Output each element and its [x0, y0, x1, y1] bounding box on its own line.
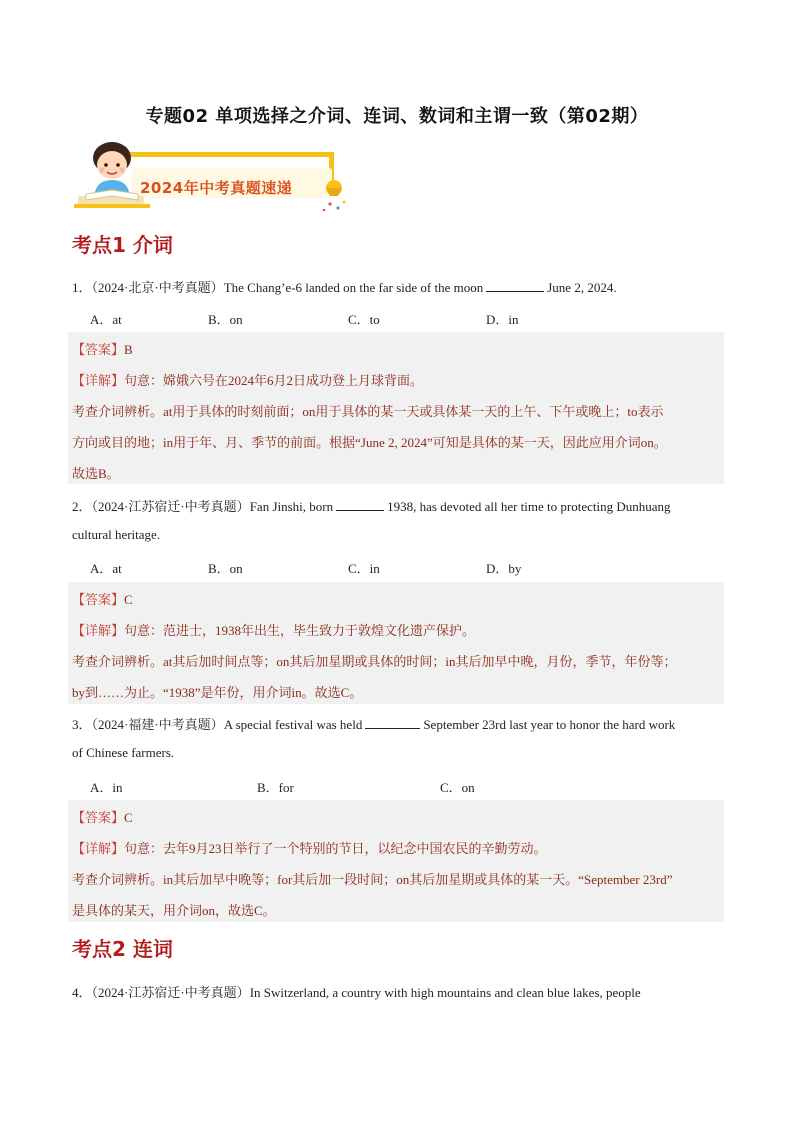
answer-blank	[486, 279, 544, 292]
section-heading-prepositions: 考点1 介词	[72, 233, 173, 257]
section-heading-conjunctions: 考点2 连词	[72, 937, 173, 961]
detail-line: 故选B。	[72, 466, 120, 481]
answer-value: B	[124, 342, 133, 357]
question-2-stem: 2．（2024·江苏宿迁·中考真题）Fan Jinshi, born 1938, has devoted all her time to protecting Dunhuang	[72, 499, 671, 514]
question-3-stem: 3．（2024·福建·中考真题）A special festival was held September 23rd last year to honor the hard work	[72, 717, 676, 732]
detail-line: 方向或目的地；in用于年、月、季节的前面。根据“June 2, 2024”可知是具体的某一天，因此应用介词on。	[72, 435, 667, 450]
question-source: （2024·北京·中考真题）	[91, 280, 224, 295]
question-source: （2024·福建·中考真题）	[91, 717, 224, 732]
detail-line: 是具体的某天，用介词on，故选C。	[72, 903, 276, 918]
question-2-option-b: B．on	[208, 561, 243, 576]
answer-blank	[365, 716, 420, 729]
banner-title: 2024年中考真题速递	[140, 179, 293, 197]
detail-line: 考查介词辨析。at其后加时间点等；on其后加星期或具体的时间；in其后加早中晚，月份，季节，年份等；	[72, 654, 677, 669]
detail-line: 【详解】句意：范进士，1938年出生，毕生致力于敦煌文化遗产保护。	[72, 623, 476, 639]
answer-value: C	[124, 592, 133, 607]
detail-line: 考查介词辨析。in其后加早中晚等；for其后加一段时间；on其后加星期或具体的某一天。“September 23rd”	[72, 872, 673, 887]
question-3-option-c: C．on	[440, 780, 475, 795]
question-1-option-d: D．in	[486, 312, 519, 327]
page-title: 专题02 单项选择之介词、连词、数词和主谓一致（第02期）	[145, 106, 649, 127]
question-2-option-a: A．at	[90, 561, 122, 576]
question-1-option-b: B．on	[208, 312, 243, 327]
answer-line: 【答案】B	[72, 342, 133, 358]
answer-blank	[336, 498, 384, 511]
question-2-option-c: C．in	[348, 561, 380, 576]
question-2-option-d: D．by	[486, 561, 522, 576]
question-1-option-c: C．to	[348, 312, 380, 327]
question-source: （2024·江苏宿迁·中考真题）	[91, 499, 250, 514]
question-number: 3．	[72, 717, 92, 732]
detail-line: 【详解】句意：去年9月23日举行了一个特别的节日，以纪念中国农民的辛勤劳动。	[72, 841, 547, 857]
question-3-option-b: B．for	[257, 780, 294, 795]
answer-line: 【答案】C	[72, 592, 133, 608]
answer-line: 【答案】C	[72, 810, 133, 826]
question-source: （2024·江苏宿迁·中考真题）	[91, 985, 250, 1000]
detail-line: by到……为止。“1938”是年份，用介词in。故选C。	[72, 685, 363, 700]
answer-value: C	[124, 810, 133, 825]
detail-line: 【详解】句意：嫦娥六号在2024年6月2日成功登上月球背面。	[72, 373, 424, 389]
question-number: 4．	[72, 985, 92, 1000]
question-number: 2．	[72, 499, 92, 514]
question-4-stem: 4．（2024·江苏宿迁·中考真题）In Switzerland, a country with high mountains and clean blue lakes, people	[72, 985, 641, 1000]
question-1-option-a: A．at	[90, 312, 122, 327]
question-3-stem-cont: of Chinese farmers.	[72, 745, 175, 760]
question-3-option-a: A．in	[90, 780, 123, 795]
question-number: 1．	[72, 280, 92, 295]
question-2-stem-cont: cultural heritage.	[72, 527, 161, 542]
detail-line: 考查介词辨析。at用于具体的时刻前面；on用于具体的某一天或具体某一天的上午、下午或晚上；to表示	[72, 404, 664, 419]
question-1-stem: 1．（2024·北京·中考真题）The Chang’e-6 landed on the far side of the moon June 2, 2024.	[72, 280, 617, 295]
